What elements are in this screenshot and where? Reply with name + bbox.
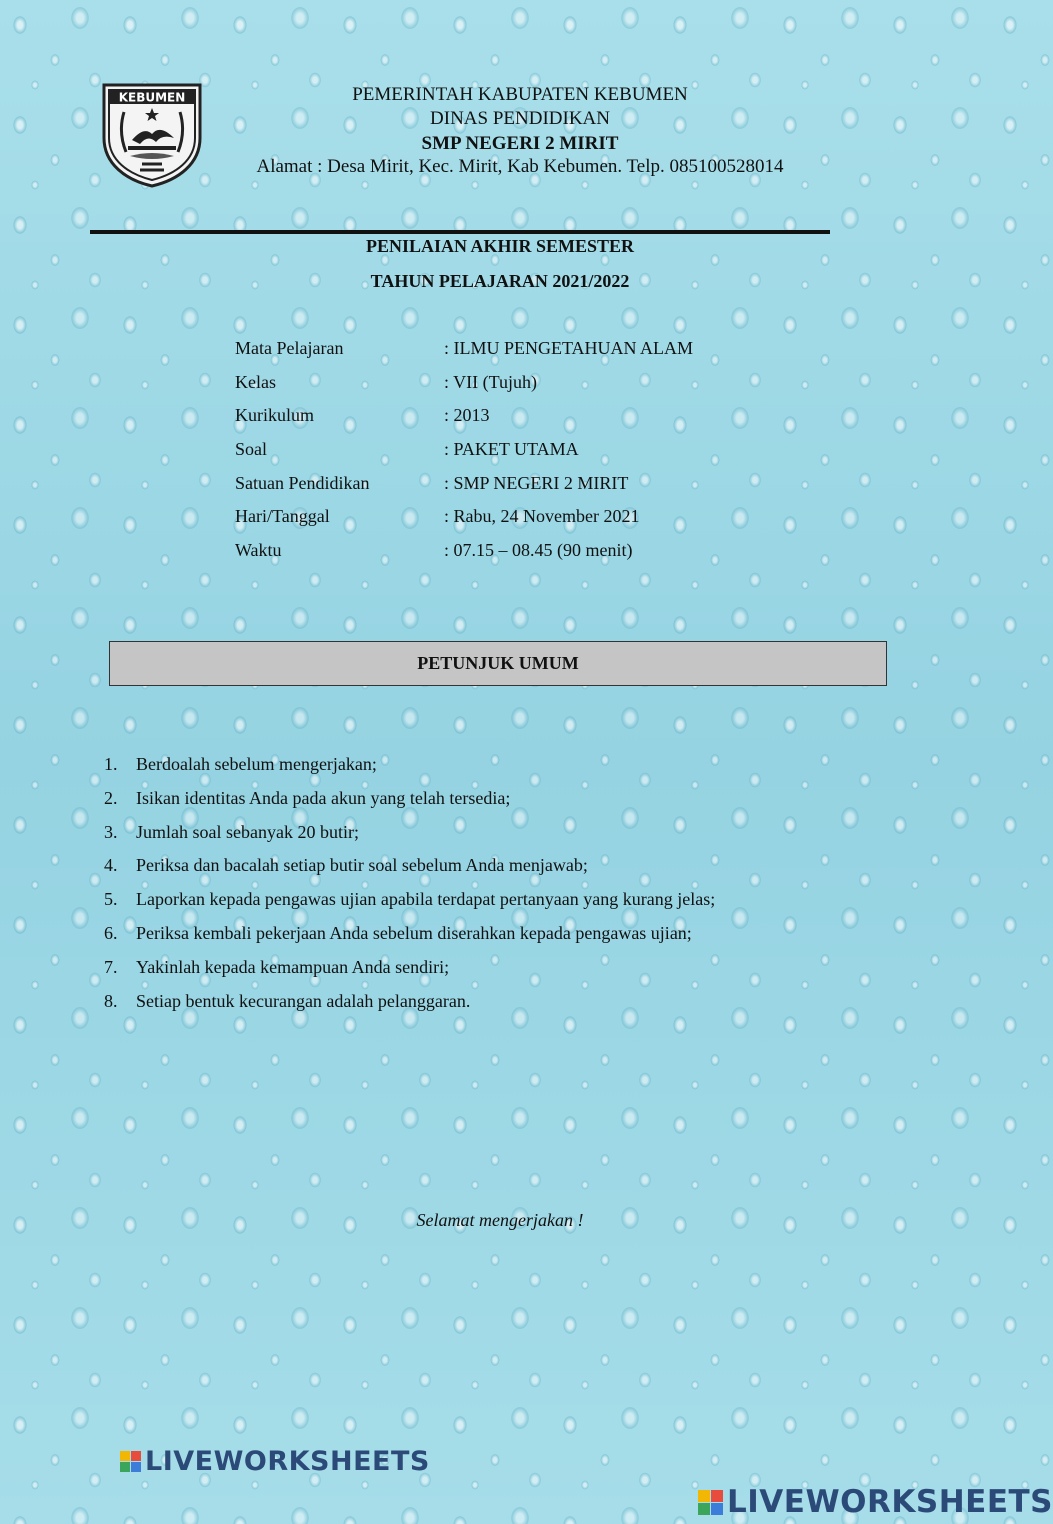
list-item <box>104 786 715 820</box>
info-row <box>235 504 693 538</box>
list-item <box>104 921 715 955</box>
list-text: Laporkan kepada pengawas ujian apabila terdapat pertanyaan yang kurang jelas; <box>136 889 716 910</box>
info-row <box>235 471 693 505</box>
icon-tile <box>711 1490 723 1502</box>
info-label: Waktu <box>235 540 282 561</box>
list-text: Berdoalah sebelum mengerjakan; <box>136 754 377 774</box>
list-number: 8. <box>104 990 118 1011</box>
header-department: DINAS PENDIDIKAN <box>430 108 610 129</box>
kebumen-emblem-logo <box>100 82 204 188</box>
info-label: Kurikulum <box>235 405 314 426</box>
list-text: Jumlah soal sebanyak 20 butir; <box>136 821 359 842</box>
list-number: 6. <box>104 922 118 943</box>
logo-text: KEBUMEN <box>118 90 186 105</box>
info-value: : ILMU PENGETAHUAN ALAM <box>444 338 694 358</box>
header-government: PEMERINTAH KABUPATEN KEBUMEN <box>352 84 688 105</box>
icon-tile <box>120 1451 130 1461</box>
info-label: Kelas <box>235 371 276 392</box>
list-text: Isikan identitas Anda pada akun yang telah tersedia; <box>136 787 511 808</box>
info-row <box>235 370 693 404</box>
icon-tile <box>120 1462 130 1472</box>
info-value: : PAKET UTAMA <box>444 439 579 460</box>
instructions-list <box>104 752 715 1022</box>
liveworksheets-icon <box>698 1490 723 1515</box>
list-text: Setiap bentuk kecurangan adalah pelanggaran. <box>136 990 471 1011</box>
exam-info-table <box>235 336 693 572</box>
list-item <box>104 955 715 989</box>
info-value: : 07.15 – 08.45 (90 menit) <box>444 540 633 561</box>
liveworksheets-wordmark: LIVEWORKSHEETS <box>145 1446 430 1477</box>
list-number: 3. <box>104 821 118 842</box>
info-label: Mata Pelajaran <box>235 338 344 358</box>
info-value: : VII (Tujuh) <box>444 371 538 392</box>
header-school-name: SMP NEGERI 2 MIRIT <box>421 133 619 154</box>
info-value: : Rabu, 24 November 2021 <box>444 506 640 527</box>
list-number: 5. <box>104 889 118 910</box>
header-address: Alamat : Desa Mirit, Kec. Mirit, Kab Kebumen. Telp. 085100528014 <box>256 156 784 177</box>
list-number: 4. <box>104 855 118 876</box>
info-label: Soal <box>235 439 268 460</box>
info-row <box>235 538 693 572</box>
closing-message: Selamat mengerjakan ! <box>416 1210 584 1230</box>
list-item <box>104 989 715 1023</box>
icon-tile <box>698 1503 710 1515</box>
list-item <box>104 820 715 854</box>
liveworksheets-logo[interactable] <box>120 1446 430 1477</box>
exam-title: PENILAIAN AKHIR SEMESTER <box>365 236 635 256</box>
list-text: Periksa dan bacalah setiap butir soal sebelum Anda menjawab; <box>136 855 588 876</box>
icon-tile <box>131 1451 141 1461</box>
icon-tile <box>698 1490 710 1502</box>
info-value: : SMP NEGERI 2 MIRIT <box>444 472 629 493</box>
info-row <box>235 437 693 471</box>
liveworksheets-icon <box>120 1451 141 1472</box>
icon-tile <box>711 1503 723 1515</box>
instructions-heading: PETUNJUK UMUM <box>109 641 887 686</box>
info-row <box>235 336 693 370</box>
list-text: Periksa kembali pekerjaan Anda sebelum diserahkan kepada pengawas ujian; <box>136 922 692 943</box>
academic-year: TAHUN PELAJARAN 2021/2022 <box>370 271 630 291</box>
list-item <box>104 887 715 921</box>
list-number: 7. <box>104 956 118 977</box>
list-number: 1. <box>104 754 118 774</box>
info-label: Satuan Pendidikan <box>235 472 370 493</box>
list-number: 2. <box>104 787 118 808</box>
info-label: Hari/Tanggal <box>235 506 330 527</box>
liveworksheets-wordmark: LIVEWORKSHEETS <box>727 1484 1053 1520</box>
list-item <box>104 752 715 786</box>
info-row <box>235 403 693 437</box>
list-item <box>104 853 715 887</box>
liveworksheets-logo-footer[interactable] <box>698 1484 1053 1520</box>
header-divider <box>90 230 830 234</box>
list-text: Yakinlah kepada kemampuan Anda sendiri; <box>136 956 450 977</box>
icon-tile <box>131 1462 141 1472</box>
info-value: : 2013 <box>444 405 490 426</box>
